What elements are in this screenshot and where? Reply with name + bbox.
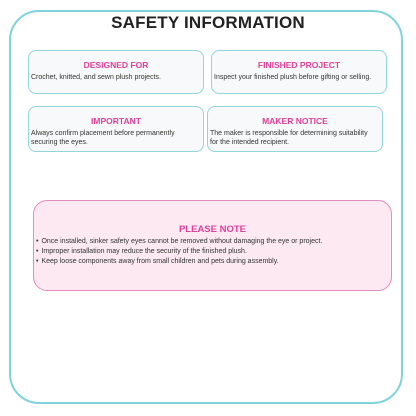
please-note-list [36,237,383,267]
page-title: SAFETY INFORMATION [111,13,305,32]
list-item: • Once installed, sinker safety eyes cannot be removed without damaging the eye or project. [36,237,383,247]
important-card [28,106,204,152]
list-item: • Keep loose components away from small children and pets during assembly. [36,257,383,267]
list-item: • Improper installation may reduce the security of the finished plush. [36,247,383,257]
important-title: IMPORTANT [91,116,141,126]
maker-notice-text: The maker is responsible for determining suitability for the intended recipient. [210,130,368,146]
finished-project-card [211,50,387,94]
maker-notice-card [207,106,383,152]
please-note-title: PLEASE NOTE [178,224,247,235]
designed-for-card [28,50,204,94]
please-note-box [33,200,392,291]
maker-notice-title: MAKER NOTICE [262,116,328,126]
designed-for-text: Crochet, knitted, and sewn plush projects. [31,74,161,81]
finished-project-text: Inspect your finished plush before gifting or selling. [214,74,372,81]
designed-for-title: DESIGNED FOR [83,60,149,70]
finished-project-title: FINISHED PROJECT [257,60,341,70]
important-text: Always confirm placement before permanently securing the eyes. [31,130,175,146]
